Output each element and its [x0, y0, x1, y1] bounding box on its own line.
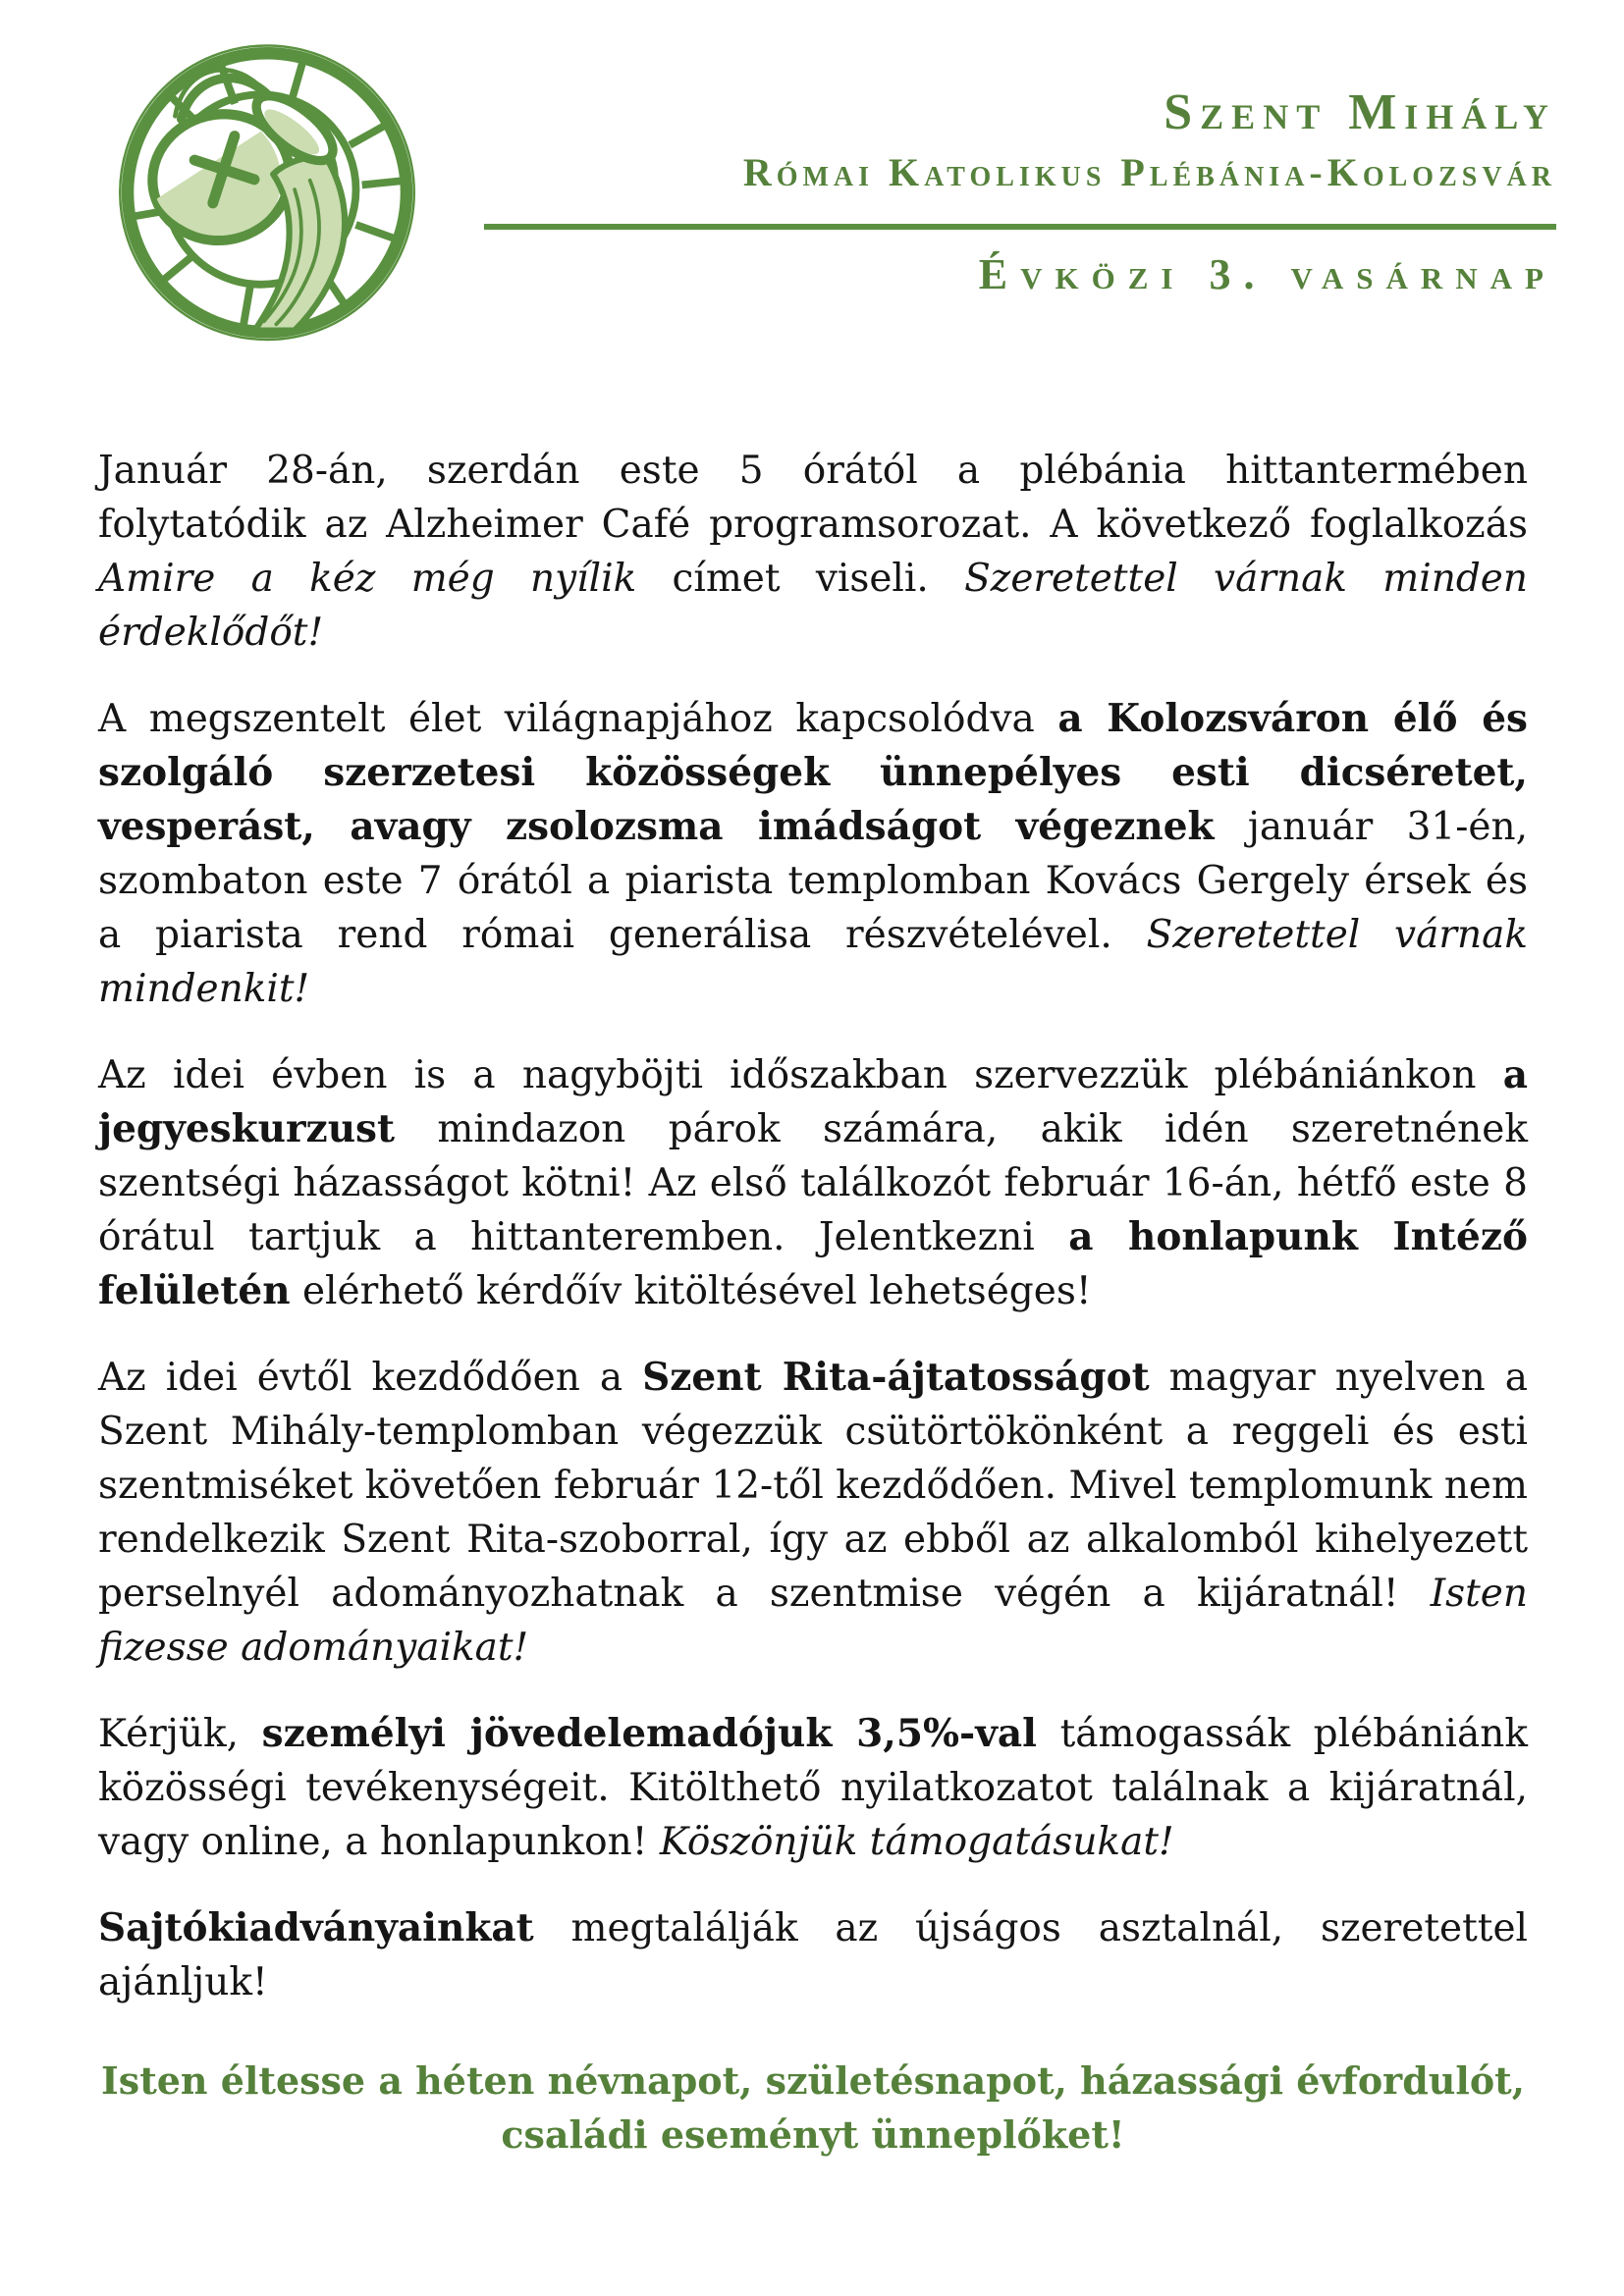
footer-blessing [98, 2054, 1528, 2162]
text-segment: Amire a kéz még nyílik [98, 557, 637, 601]
text-segment: Sajtókiadványainkat [98, 1905, 534, 1950]
text-segment: Kérjük, [98, 1712, 262, 1756]
page-title: Szent Mihály [1164, 84, 1556, 140]
text-segment: személyi jövedelemadójuk 3,5%-val [261, 1711, 1037, 1756]
header [0, 0, 1624, 404]
body-paragraphs [98, 444, 1528, 2009]
text-segment: a honlapunk Intéző felületén [98, 1214, 1529, 1313]
blessing-line-1: Isten éltesse a héten névnapot, születésnapot, házassági évfordulót, [101, 2058, 1525, 2103]
text-segment: Isten fizesse adományaikat! [98, 1572, 1528, 1670]
text-segment: megtalálják az újságos asztalnál, szeretettel ajánljuk! [98, 1906, 1528, 2004]
text-segment: Szent Rita-ájtatosságot [642, 1355, 1150, 1400]
text-segment: Köszönjük támogatásukat! [659, 1820, 1174, 1864]
blessing-line-2: családi eseményt ünneplőket! [501, 2112, 1125, 2157]
paragraph [98, 692, 1528, 1016]
text-segment: magyar nyelven a Szent Mihály-templomban végezzük csütörtökönként a reggeli és esti szentmiséket követően február 12-től kezdődően. Mivel templomunk nem rendelkezik Szent Rita-szoborral, így az ebből az alkalomból kihelyezett perselnyél adományozhatnak a szentmise végén a kijáratnál! [98, 1356, 1528, 1616]
header-text-block [484, 86, 1556, 298]
paragraph [98, 1901, 1528, 2009]
paragraph [98, 444, 1528, 660]
text-segment: támogassák plébániánk közösségi tevékenységeit. Kitölthető nyilatkozatot találnak a kijáratnál, vagy online, a honlapunkon! [98, 1712, 1529, 1864]
paragraph [98, 1048, 1528, 1318]
paragraph [98, 1351, 1528, 1675]
text-segment: mindazon párok számára, akik idén szeretnének szentségi házasságot kötni! Az első találkozót február 16-án, hétfő este 8 órátul tartjuk a hittanteremben. Jelentkezni [98, 1107, 1528, 1259]
liturgical-day-subtitle: Évközi 3. vasárnap [978, 250, 1556, 298]
header-divider [484, 224, 1556, 230]
text-segment: címet viseli. [636, 557, 965, 601]
parish-logo-icon [114, 39, 420, 361]
text-segment: Az idei évtől kezdődően a [98, 1356, 643, 1400]
text-segment: Január 28-án, szerdán este 5 órától a plébánia hittantermében folytatódik az Alzheimer Café programsorozat. A következő foglalkozás [98, 449, 1528, 547]
text-segment: elérhető kérdőív kitöltésével lehetséges! [290, 1269, 1092, 1313]
text-segment: a jegyeskurzust [98, 1052, 1528, 1151]
text-segment: Szeretettel várnak mindenkit! [98, 913, 1528, 1011]
text-segment: Az idei évben is a nagyböjti időszakban szervezzük plébániánkon [98, 1053, 1503, 1097]
text-segment: A megszentelt élet világnapjához kapcsolódva [98, 697, 1058, 741]
organization-name: Római Katolikus Plébánia-Kolozsvár [742, 150, 1556, 194]
text-segment: a Kolozsváron élő és szolgáló szerzetesi közösségek ünnepélyes esti dicséretet, vesperást, avagy zsolozsma imádságot végeznek [98, 696, 1529, 849]
text-segment: január 31-én, szombaton este 7 órától a piarista templomban Kovács Gergely érsek és a piarista rend római generálisa részvételével. [98, 805, 1528, 957]
text-segment: Szeretettel várnak minden érdeklődőt! [98, 557, 1529, 655]
paragraph [98, 1707, 1528, 1869]
